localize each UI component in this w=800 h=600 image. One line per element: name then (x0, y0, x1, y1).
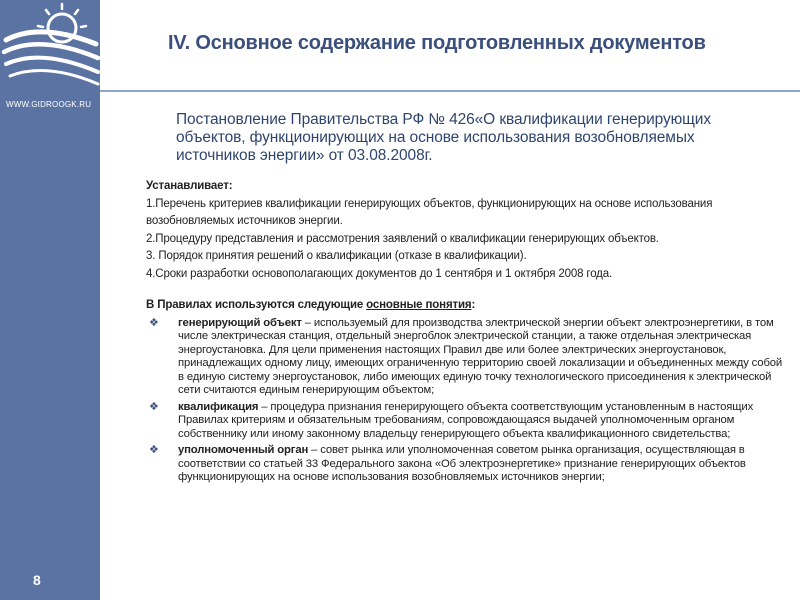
establishes-item: 4.Сроки разработки основополагающих документов до 1 сентября и 1 октября 2008 года. (146, 267, 613, 280)
page-number: 8 (33, 572, 41, 588)
concepts-intro-text: В Правилах используются следующие (146, 299, 367, 311)
sidebar (0, 0, 100, 600)
site-url: WWW.GIDROOGK.RU (6, 100, 92, 109)
title-divider (100, 90, 800, 92)
concepts-list (146, 317, 786, 485)
diamond-bullet-icon: ❖ (149, 400, 159, 413)
concepts-intro-underlined: основные понятия (366, 299, 472, 311)
establishes-item: 1.Перечень критериев квалификации генерирующих объектов, функционирующих на основе использования возобновляемых источников энергии. (146, 197, 713, 227)
company-logo-icon (0, 0, 100, 92)
concept-term: уполномоченный орган (178, 444, 309, 456)
diamond-bullet-icon: ❖ (149, 444, 159, 456)
concept-term: генерирующий объект (178, 316, 302, 329)
concept-definition: – совет рынка или уполномоченная советом рынка организация, осуществляющая в соответствии со статьей 33 Федерального закона «Об электроэнергетике» признание генерирующих объектов функционирующих на основе использования возобновляемых источников энергии; (178, 444, 746, 483)
concepts-intro (146, 297, 786, 315)
concept-item (146, 444, 786, 485)
document-subtitle: Постановление Правительства РФ № 426«О квалификации генерирующих объектов, функционирующих на основе использования возобновляемых источников энергии» от 03.08.2008г. (176, 111, 712, 164)
diamond-bullet-icon: ❖ (149, 316, 159, 329)
establishes-item: 3. Порядок принятия решений о квалификации (отказе в квалификации). (146, 250, 527, 262)
establishes-heading: Устанавливает: (146, 180, 233, 192)
concept-item (146, 317, 786, 398)
page-title: IV. Основное содержание подготовленных документов (168, 32, 706, 54)
concept-definition: – используемый для производства электрической энергии объект электроэнергетики, в том числе электрическая станция, отдельный энергоблок электрической станции, а также отдельная электрическая энергоустановка. Для цели применения настоящих Правил две или более электрических энергоустановок, принадлежащих одному лицу, имеющих ограниченную территорию своей локализации и объединенных между собой в единую систему энергоустановок, либо имеющих единую точку технологического присоединения к электрической сети считаются единым генерирующим объектом; (178, 316, 783, 396)
concept-definition: – процедура признания генерирующего объекта соответствующим установленным в настоящих Правилах критериям и обязательным требованиям, сопровождающаяся выдачей уполномоченным органом собственнику или иному законному владельцу генерирующего объекта квалификационного свидетельства; (178, 400, 754, 440)
establishes-item: 2.Процедуру представления и рассмотрения заявлений о квалификации генерирующих объектов. (146, 232, 659, 245)
content-body (146, 178, 786, 488)
concepts-intro-colon: : (471, 299, 476, 311)
concept-term: квалификация (178, 400, 259, 413)
spacer (146, 283, 786, 297)
concept-item (146, 401, 786, 442)
